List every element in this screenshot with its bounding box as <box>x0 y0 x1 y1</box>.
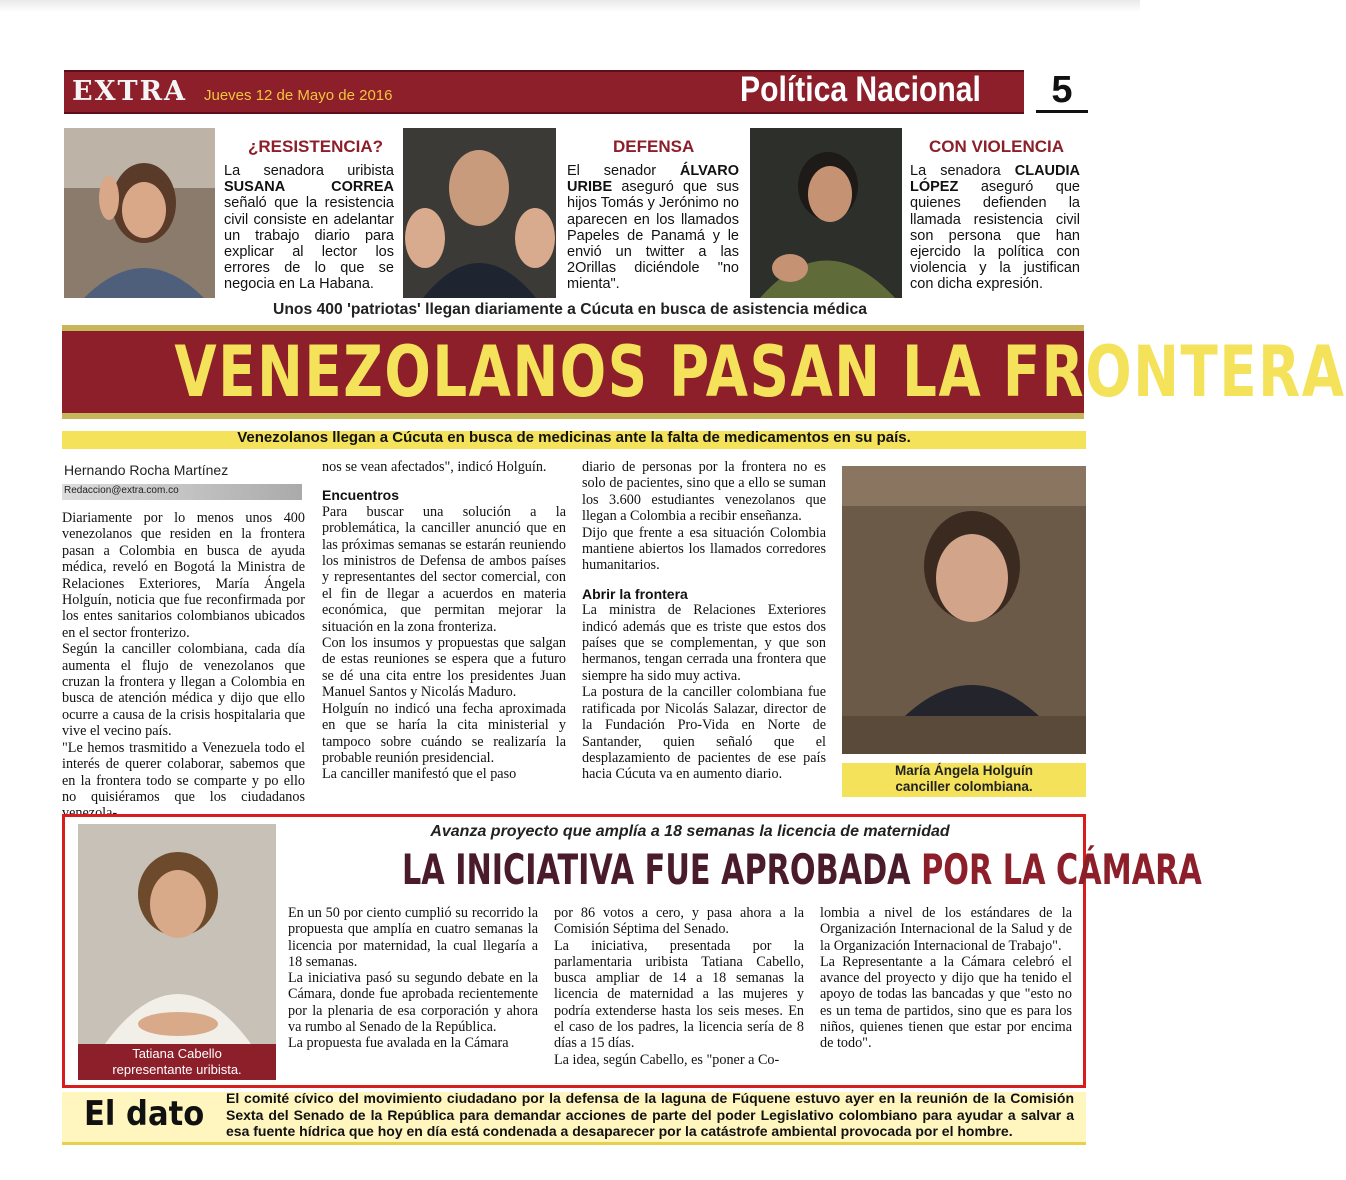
box-kicker: Avanza proyecto que amplía a 18 semanas la licencia de maternidad <box>430 823 950 840</box>
paragraph: La ministra de Relaciones Exteriores indicó además que es triste que estos dos países que se complementan, y que son hermanos, tengan cerrada una frontera que siempre ha sido muy activa. <box>582 602 826 684</box>
paragraph: La iniciativa, presentada por la parlamentaria uribista Tatiana Cabello, busca ampliar de 14 a 18 semanas la licencia de maternidad a las mujeres y podría extenderse hasta los seis meses. En el caso de los padres, la licencia sería de 8 días a 15 días. <box>554 937 804 1052</box>
paragraph: La postura de la canciller colombiana fue ratificada por Nicolás Salazar, director de la Fundación Pro-Vida en Norte de Santander, quien señaló que el desplazamiento de pacientes de ese país hacia Cúcuta va en aumento diario. <box>582 684 826 783</box>
article-column-1 <box>62 510 305 822</box>
paragraph: La iniciativa pasó su segundo debate en la Cámara, donde fue aprobada recientemente por la plenaria de esa corporación y ahora va rumbo al Senado de la República. <box>288 970 538 1036</box>
photo-maria-angela-holguin <box>842 466 1086 754</box>
paragraph: diario de personas por la frontera no es solo de pacientes, sino que a ello se suman los 3.600 estudiantes venezolanos que llegan a Colombia a recibir enseñanza. <box>582 459 826 525</box>
article-kicker: Unos 400 'patriotas' llegan diariamente a Cúcuta en busca de asistencia médica <box>273 301 867 318</box>
top-strip <box>0 0 1140 12</box>
page-number: 5 <box>1036 70 1088 113</box>
paragraph: Para buscar una solución a la problemática, la canciller anunció que en las próximas semanas se estarán reuniendo los ministros de Defensa de ambos países y representantes del sector comercial, con el fin de llegar a acuerdos en materia económica, que permitan mejorar la situación en la zona fronteriza. <box>322 503 566 635</box>
photo-susana-correa <box>64 128 215 298</box>
caption-role: representante uribista. <box>112 1062 242 1077</box>
article-author: Hernando Rocha Martínez <box>64 462 229 478</box>
brief-body-defensa: El senador ÁLVARO URIBE aseguró que sus hijos Tomás y Jerónimo no aparecen en los llamados Papeles de Panamá y le envió un twitter a las 2Orillas diciéndole "no mienta". <box>567 163 739 293</box>
brief-title-resistencia: ¿RESISTENCIA? <box>248 137 384 156</box>
paragraph: "Le hemos trasmitido a Venezuela todo el interés de querer colaborar, sabemos que en la frontera todo se comparte y po ello no quisiéramos que los ciudadanos venezola- <box>62 739 305 822</box>
issue-date: Jueves 12 de Mayo de 2016 <box>204 87 393 104</box>
photo-alvaro-uribe <box>403 128 556 298</box>
paragraph: Diariamente por lo menos unos 400 venezolanos que residen en la frontera pasan a Colombia en busca de ayuda médica, reveló en Bogotá la Ministra de Relaciones Exteriores, María Ángela Holguín, noticia que fue reconfirmada por los entes sanitarios colombianos ubicados en el sector fronterizo. <box>62 510 305 641</box>
el-dato-text: El comité cívico del movimiento ciudadano por la defensa de la laguna de Fúquene estuvo ayer en la reunión de la Comisión Sexta del Senado de la República para demandar acciones de parte del poder Legislativo colombiano para ayudar a salvar a esa fuente hídrica que hoy en día está condenada a desaparecer por la catástrofe ambiental provocada por el hombre. <box>226 1090 1074 1139</box>
brief-title-con-violencia: CON VIOLENCIA <box>929 137 1065 156</box>
section-title: Política Nacional <box>740 70 981 109</box>
subhead-abrir-frontera: Abrir la frontera <box>582 585 688 602</box>
subhead-encuentros: Encuentros <box>322 487 400 504</box>
paragraph: lombia a nivel de los estándares de la Organización Internacional de la Salud y de la Organización Internacional de Trabajo". <box>820 905 1072 954</box>
paragraph: La propuesta fue avalada en la Cámara <box>288 1035 509 1052</box>
caption-role: canciller colombiana. <box>895 779 1033 794</box>
box-column-2 <box>554 905 804 1068</box>
caption-name: María Ángela Holguín <box>894 763 1033 778</box>
paragraph: Holguín no indicó una fecha aproximada en que se haría la cita ministerial y tampoco sobre cuándo se realizaría la probable reunión presidencial. <box>322 700 566 766</box>
paragraph: La canciller manifestó que el paso <box>322 766 517 783</box>
photo-tatiana-cabello <box>78 824 276 1080</box>
article-column-3 <box>582 459 826 783</box>
photo-claudia-lopez <box>750 128 902 298</box>
box-column-3 <box>820 905 1072 1052</box>
paragraph: Según la canciller colombiana, cada día aumenta el flujo de venezolanos que cruzan la frontera y llegan a Colombia en busca de atención médica y dijo que ello ocurre a causa de la crisis hospitalaria que vive el vecino país. <box>62 641 305 740</box>
article-deck: Venezolanos llegan a Cúcuta en busca de medicinas ante la falta de medicamentos en su país. <box>237 429 911 446</box>
box-headline: LA INICIATIVA FUE APROBADA POR LA CÁMARA <box>402 845 1202 894</box>
paragraph: La Representante a la Cámara celebró el avance del proyecto y dijo que ha tenido el apoyo de todas las bancadas y que "esto no es un tema de partidos, sino que es para los niños, quienes tienen que estar por encima de todo". <box>820 953 1072 1052</box>
paragraph: por 86 votos a cero, y pasa ahora a la Comisión Séptima del Senado. <box>554 905 804 938</box>
newspaper-logo: EXTRA <box>72 76 188 107</box>
paragraph: Dijo que frente a esa situación Colombia mantiene abiertos los llamados corredores humanitarios. <box>582 524 826 574</box>
paragraph: nos se vean afectados", indicó Holguín. <box>322 459 547 475</box>
caption-name: Tatiana Cabello <box>132 1046 222 1061</box>
box-photo-caption <box>78 1046 276 1078</box>
article-column-2 <box>322 459 566 783</box>
el-dato-title: El dato <box>84 1094 205 1134</box>
brief-body-resistencia: La senadora uribista SUSANA CORREA señaló que la resistencia civil consiste en adelantar un trabajo diario para explicar al lector los errores de lo que se negocia en La Habana. <box>224 163 394 293</box>
brief-title-defensa: DEFENSA <box>613 137 695 156</box>
box-column-1 <box>288 905 538 1052</box>
author-email: Redaccion@extra.com.co <box>64 485 179 496</box>
paragraph: Con los insumos y propuestas que salgan de estas reuniones se espera que a futuro se dé una cita entre los presidentes Juan Manuel Santos y Nicolás Maduro. <box>322 635 566 701</box>
paragraph: La idea, según Cabello, es "poner a Co- <box>554 1051 780 1068</box>
brief-body-con-violencia: La senadora CLAUDIA LÓPEZ aseguró que quienes defienden la llamada resistencia civil son persona que han ejercido la política con violencia y la justifican con dicha expresión. <box>910 163 1080 293</box>
article-headline: VENEZOLANOS PASAN LA FRONTERA <box>174 331 1346 413</box>
paragraph: En un 50 por ciento cumplió su recorrido la propuesta que amplía en cuatro semanas la licencia por maternidad, la cual llegaría a 18 semanas. <box>288 905 538 970</box>
photo-caption <box>842 763 1086 795</box>
